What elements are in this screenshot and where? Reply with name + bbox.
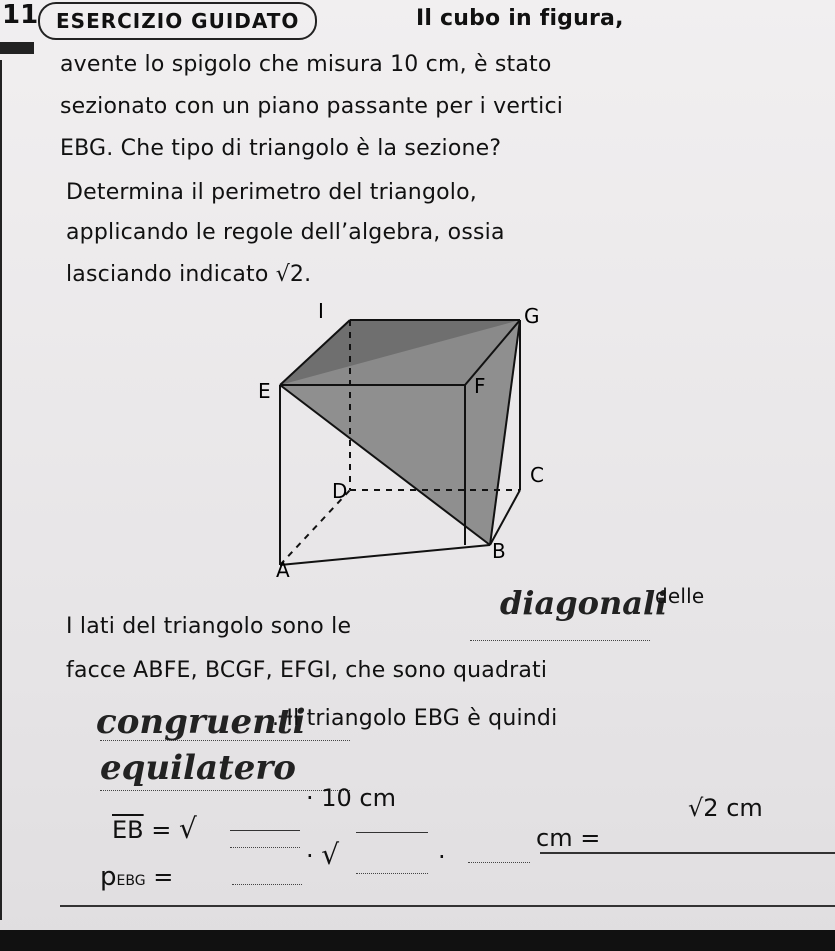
exercise-line-6: applicando le regole dell’algebra, ossia <box>66 220 505 245</box>
page-rule <box>60 905 835 907</box>
handwriting-congruenti: congruenti <box>96 702 306 742</box>
exercise-line-2: avente lo spigolo che misura 10 cm, è stato <box>60 52 552 77</box>
perimeter-cm <box>536 824 600 852</box>
result-cm: cm <box>726 794 763 822</box>
answer-line-3-end: . Il triangolo EBG è quindi <box>272 706 558 731</box>
perimeter-sqrt-symbol: √ <box>321 838 340 871</box>
cube-figure <box>240 295 570 590</box>
perimeter-blank-1[interactable] <box>232 884 302 885</box>
answer-line-2: facce ABFE, BCGF, EFGI, che sono quadrati <box>66 658 548 683</box>
label-e: E <box>258 379 271 403</box>
equals-2: = <box>580 824 601 852</box>
result-value <box>688 794 763 822</box>
label-a: A <box>276 558 290 582</box>
eb-segment: $\overline{EB}$ <box>112 816 144 844</box>
cm-label: cm <box>536 824 573 852</box>
label-b: B <box>492 539 506 563</box>
label-c: C <box>530 463 544 487</box>
exercise-number: 11 <box>2 0 39 30</box>
margin-marker <box>0 42 34 54</box>
eb-equals: = <box>151 816 172 844</box>
formula-eb <box>112 812 197 845</box>
handwriting-diagonali: diagonali <box>500 584 668 622</box>
perimeter-dot: · <box>306 842 314 870</box>
answer-line-1-start: I lati del triangolo sono le <box>66 614 352 639</box>
label-i: I <box>318 299 324 323</box>
answer-line-1-end: delle <box>655 584 705 608</box>
perimeter-equals: = <box>153 863 174 891</box>
perimeter-blank-3[interactable] <box>468 862 530 863</box>
perimeter-subscript: EBG <box>116 873 146 889</box>
result-sqrt2: √2 <box>688 794 719 822</box>
margin-line <box>0 60 2 920</box>
answer-rule <box>540 852 835 854</box>
label-d: D <box>332 479 348 503</box>
edge-ab <box>280 545 490 565</box>
answer-blank-1[interactable] <box>470 640 650 641</box>
eb-sqrt-symbol: √ <box>179 812 197 845</box>
exercise-line-5: Determina il perimetro del triangolo, <box>66 180 477 205</box>
exercise-line-3: sezionato con un piano passante per i vertici <box>60 94 564 119</box>
formula-perimeter <box>100 862 173 892</box>
label-f: F <box>474 374 486 398</box>
page-footer-shadow <box>0 930 835 951</box>
exercise-line-1: Il cubo in figura, <box>416 6 624 31</box>
perimeter-dot-2: . <box>438 836 446 864</box>
eb-blank[interactable] <box>230 830 300 848</box>
perimeter-blank-2[interactable] <box>356 832 428 874</box>
handwriting-equilatero: equilatero <box>100 748 296 788</box>
label-g: G <box>524 304 540 328</box>
perimeter-dot-sqrt <box>306 838 339 871</box>
exercise-badge: ESERCIZIO GUIDATO <box>38 2 317 40</box>
eb-times-10cm: · 10 cm <box>306 784 396 812</box>
exercise-line-4: EBG. Che tipo di triangolo è la sezione? <box>60 136 502 161</box>
exercise-line-7: lasciando indicato √2. <box>66 262 312 287</box>
perimeter-symbol: p <box>100 862 117 892</box>
